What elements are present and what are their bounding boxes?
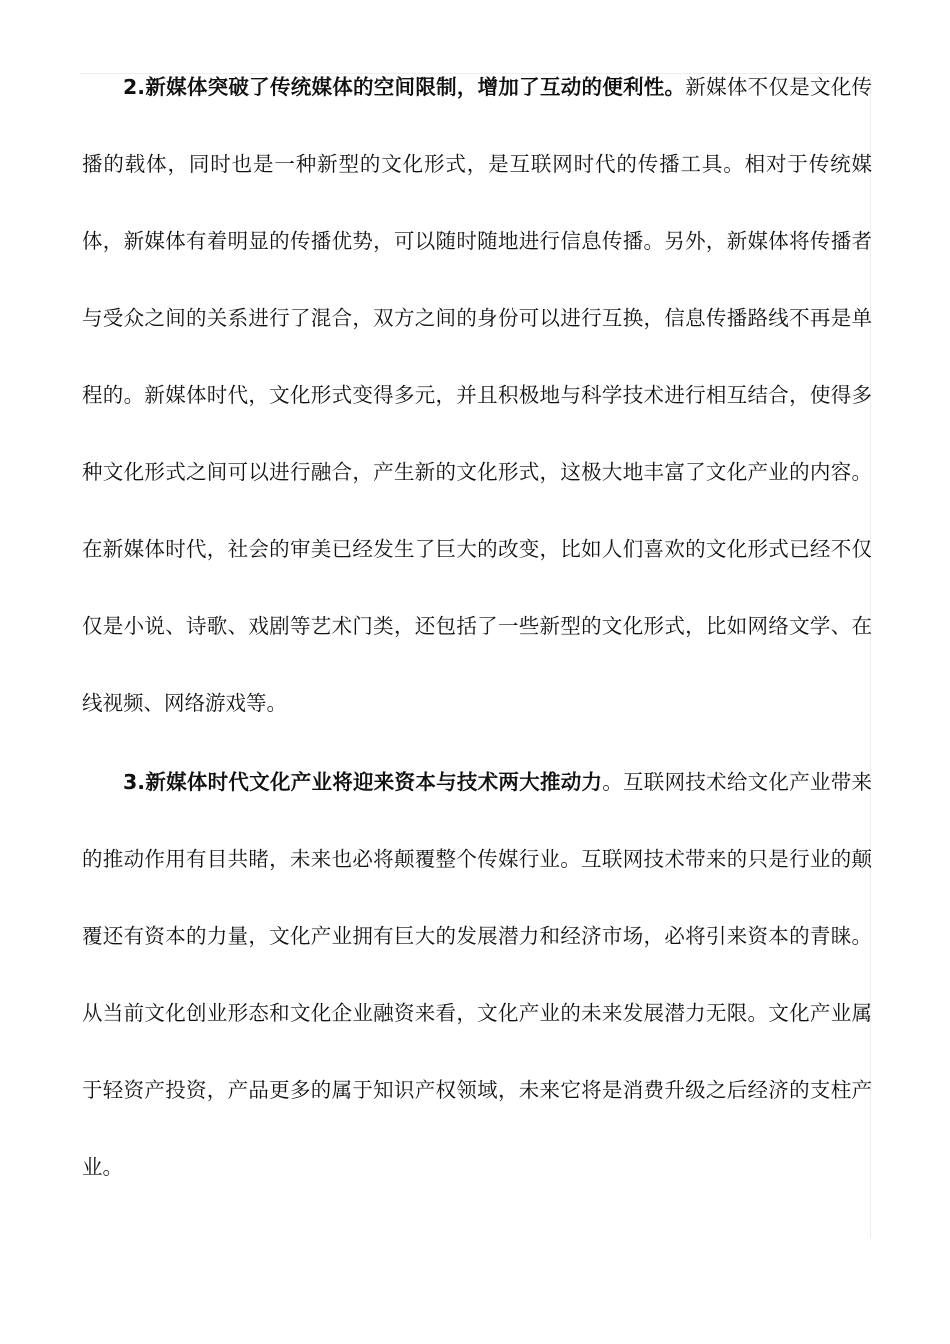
paragraph-2-heading: 2.新媒体突破了传统媒体的空间限制，增加了互动的便利性。 <box>123 75 686 99</box>
paragraph-3-body: 。互联网技术给文化产业带来的推动作用有目共睹，未来也必将颠覆整个传媒行业。互联网技术带来的只是行业的颠覆还有资本的力量，文化产业拥有巨大的发展潜力和经济市场，必将引来资本的青睐。从当前文化创业形态和文化企业融资来看，文化产业的未来发展潜力无限。文化产业属于轻资产投资，产品更多的属于知识产权领域，未来它将是消费升级之后经济的支柱产业。 <box>82 770 873 1179</box>
paragraph-2 <box>82 49 872 742</box>
document-body <box>82 49 872 1206</box>
paragraph-3-heading: 3.新媒体时代文化产业将迎来资本与技术两大推动力 <box>123 770 603 794</box>
paragraph-2-body: 新媒体不仅是文化传播的载体，同时也是一种新型的文化形式，是互联网时代的传播工具。相对于传统媒体，新媒体有着明显的传播优势，可以随时随地进行信息传播。另外，新媒体将传播者与受众之间的关系进行了混合，双方之间的身份可以进行互换，信息传播路线不再是单程的。新媒体时代，文化形式变得多元，并且积极地与科学技术进行相互结合，使得多种文化形式之间可以进行融合，产生新的文化形式，这极大地丰富了文化产业的内容。在新媒体时代，社会的审美已经发生了巨大的改变，比如人们喜欢的文化形式已经不仅仅是小说、诗歌、戏剧等艺术门类，还包括了一些新型的文化形式，比如网络文学、在线视频、网络游戏等。 <box>82 75 873 715</box>
paragraph-3 <box>82 744 872 1206</box>
